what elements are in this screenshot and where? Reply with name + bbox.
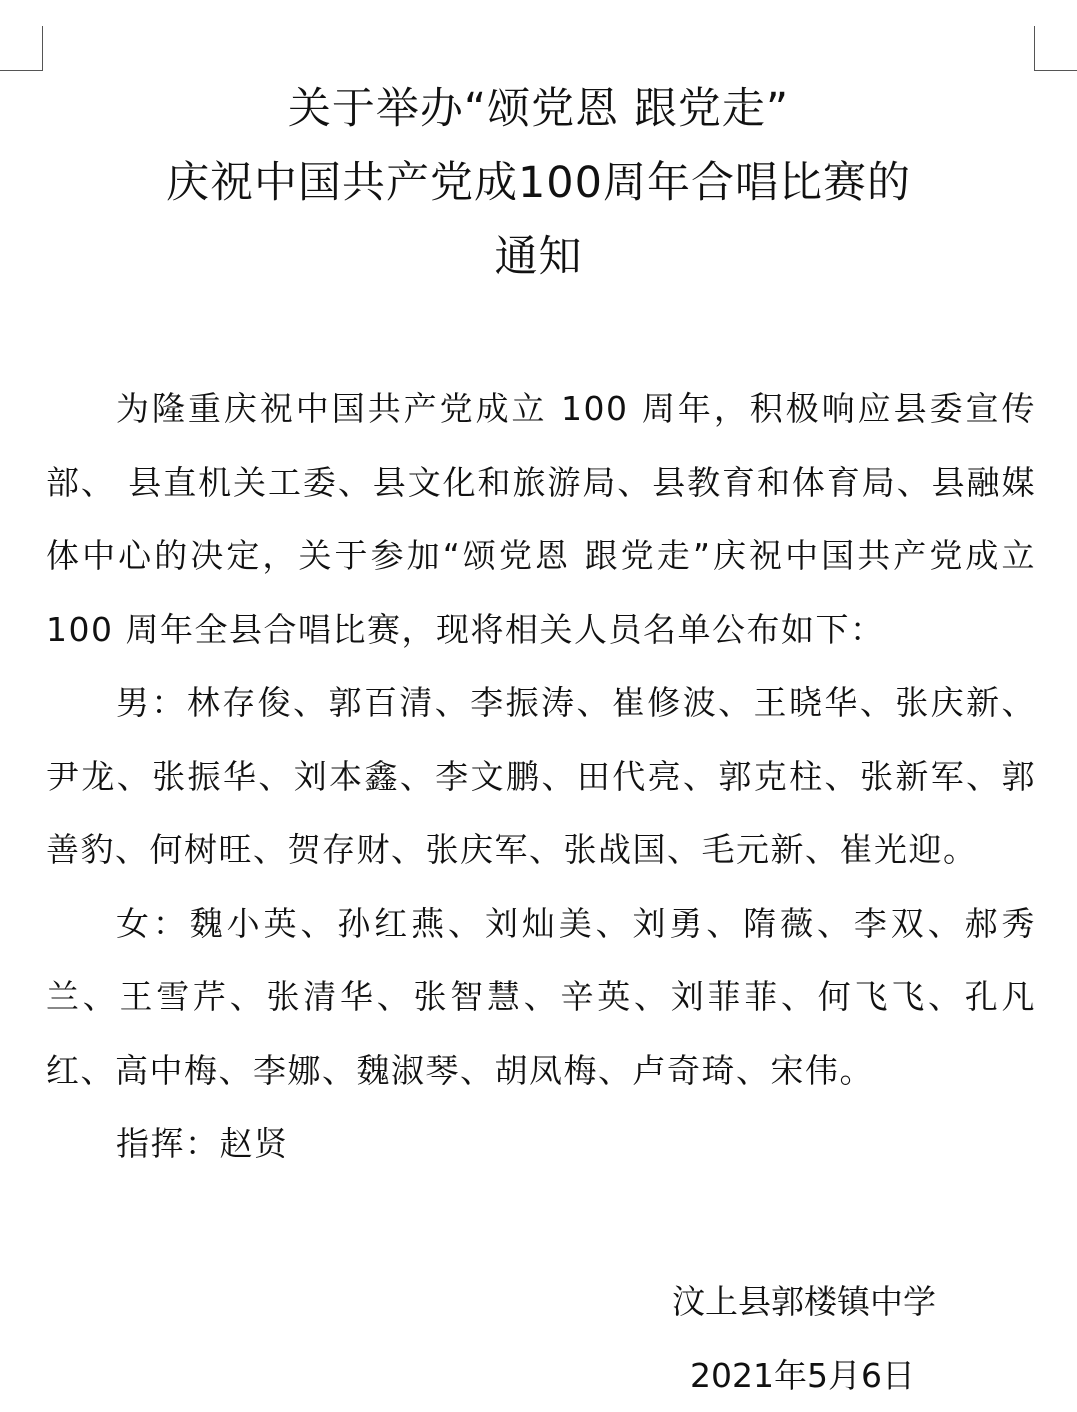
signature-block xyxy=(630,1265,1000,1412)
title-line-2: 庆祝中国共产党成100周年合唱比赛的 xyxy=(0,146,1077,220)
issue-date: 2021年5月6日 xyxy=(690,1339,1000,1412)
issuing-organization: 汶上县郭楼镇中学 xyxy=(672,1265,1000,1339)
document-body xyxy=(46,372,1036,1181)
conductor-line: 指挥：赵贤 xyxy=(46,1107,1036,1181)
title-line-1: 关于举办“颂党恩 跟党走” xyxy=(0,72,1077,146)
page-corner-mark-right xyxy=(1034,26,1077,71)
title-line-3: 通知 xyxy=(0,220,1077,294)
page-corner-mark-left xyxy=(0,26,43,71)
document-title xyxy=(0,72,1077,294)
female-member-list: 女：魏小英、孙红燕、刘灿美、刘勇、隋薇、李双、郝秀兰、王雪芹、张清华、张智慧、辛英、刘菲菲、何飞飞、孔凡红、高中梅、李娜、魏淑琴、胡凤梅、卢奇琦、宋伟。 xyxy=(46,887,1036,1108)
intro-paragraph: 为隆重庆祝中国共产党成立 100 周年，积极响应县委宣传部、 县直机关工委、县文化和旅游局、县教育和体育局、县融媒体中心的决定，关于参加“颂党恩 跟党走”庆祝中国共产党成立 100 周年全县合唱比赛，现将相关人员名单公布如下： xyxy=(46,372,1036,666)
male-member-list: 男：林存俊、郭百清、李振涛、崔修波、王晓华、张庆新、尹龙、张振华、刘本鑫、李文鹏、田代亮、郭克柱、张新军、郭善豹、何树旺、贺存财、张庆军、张战国、毛元新、崔光迎。 xyxy=(46,666,1036,887)
